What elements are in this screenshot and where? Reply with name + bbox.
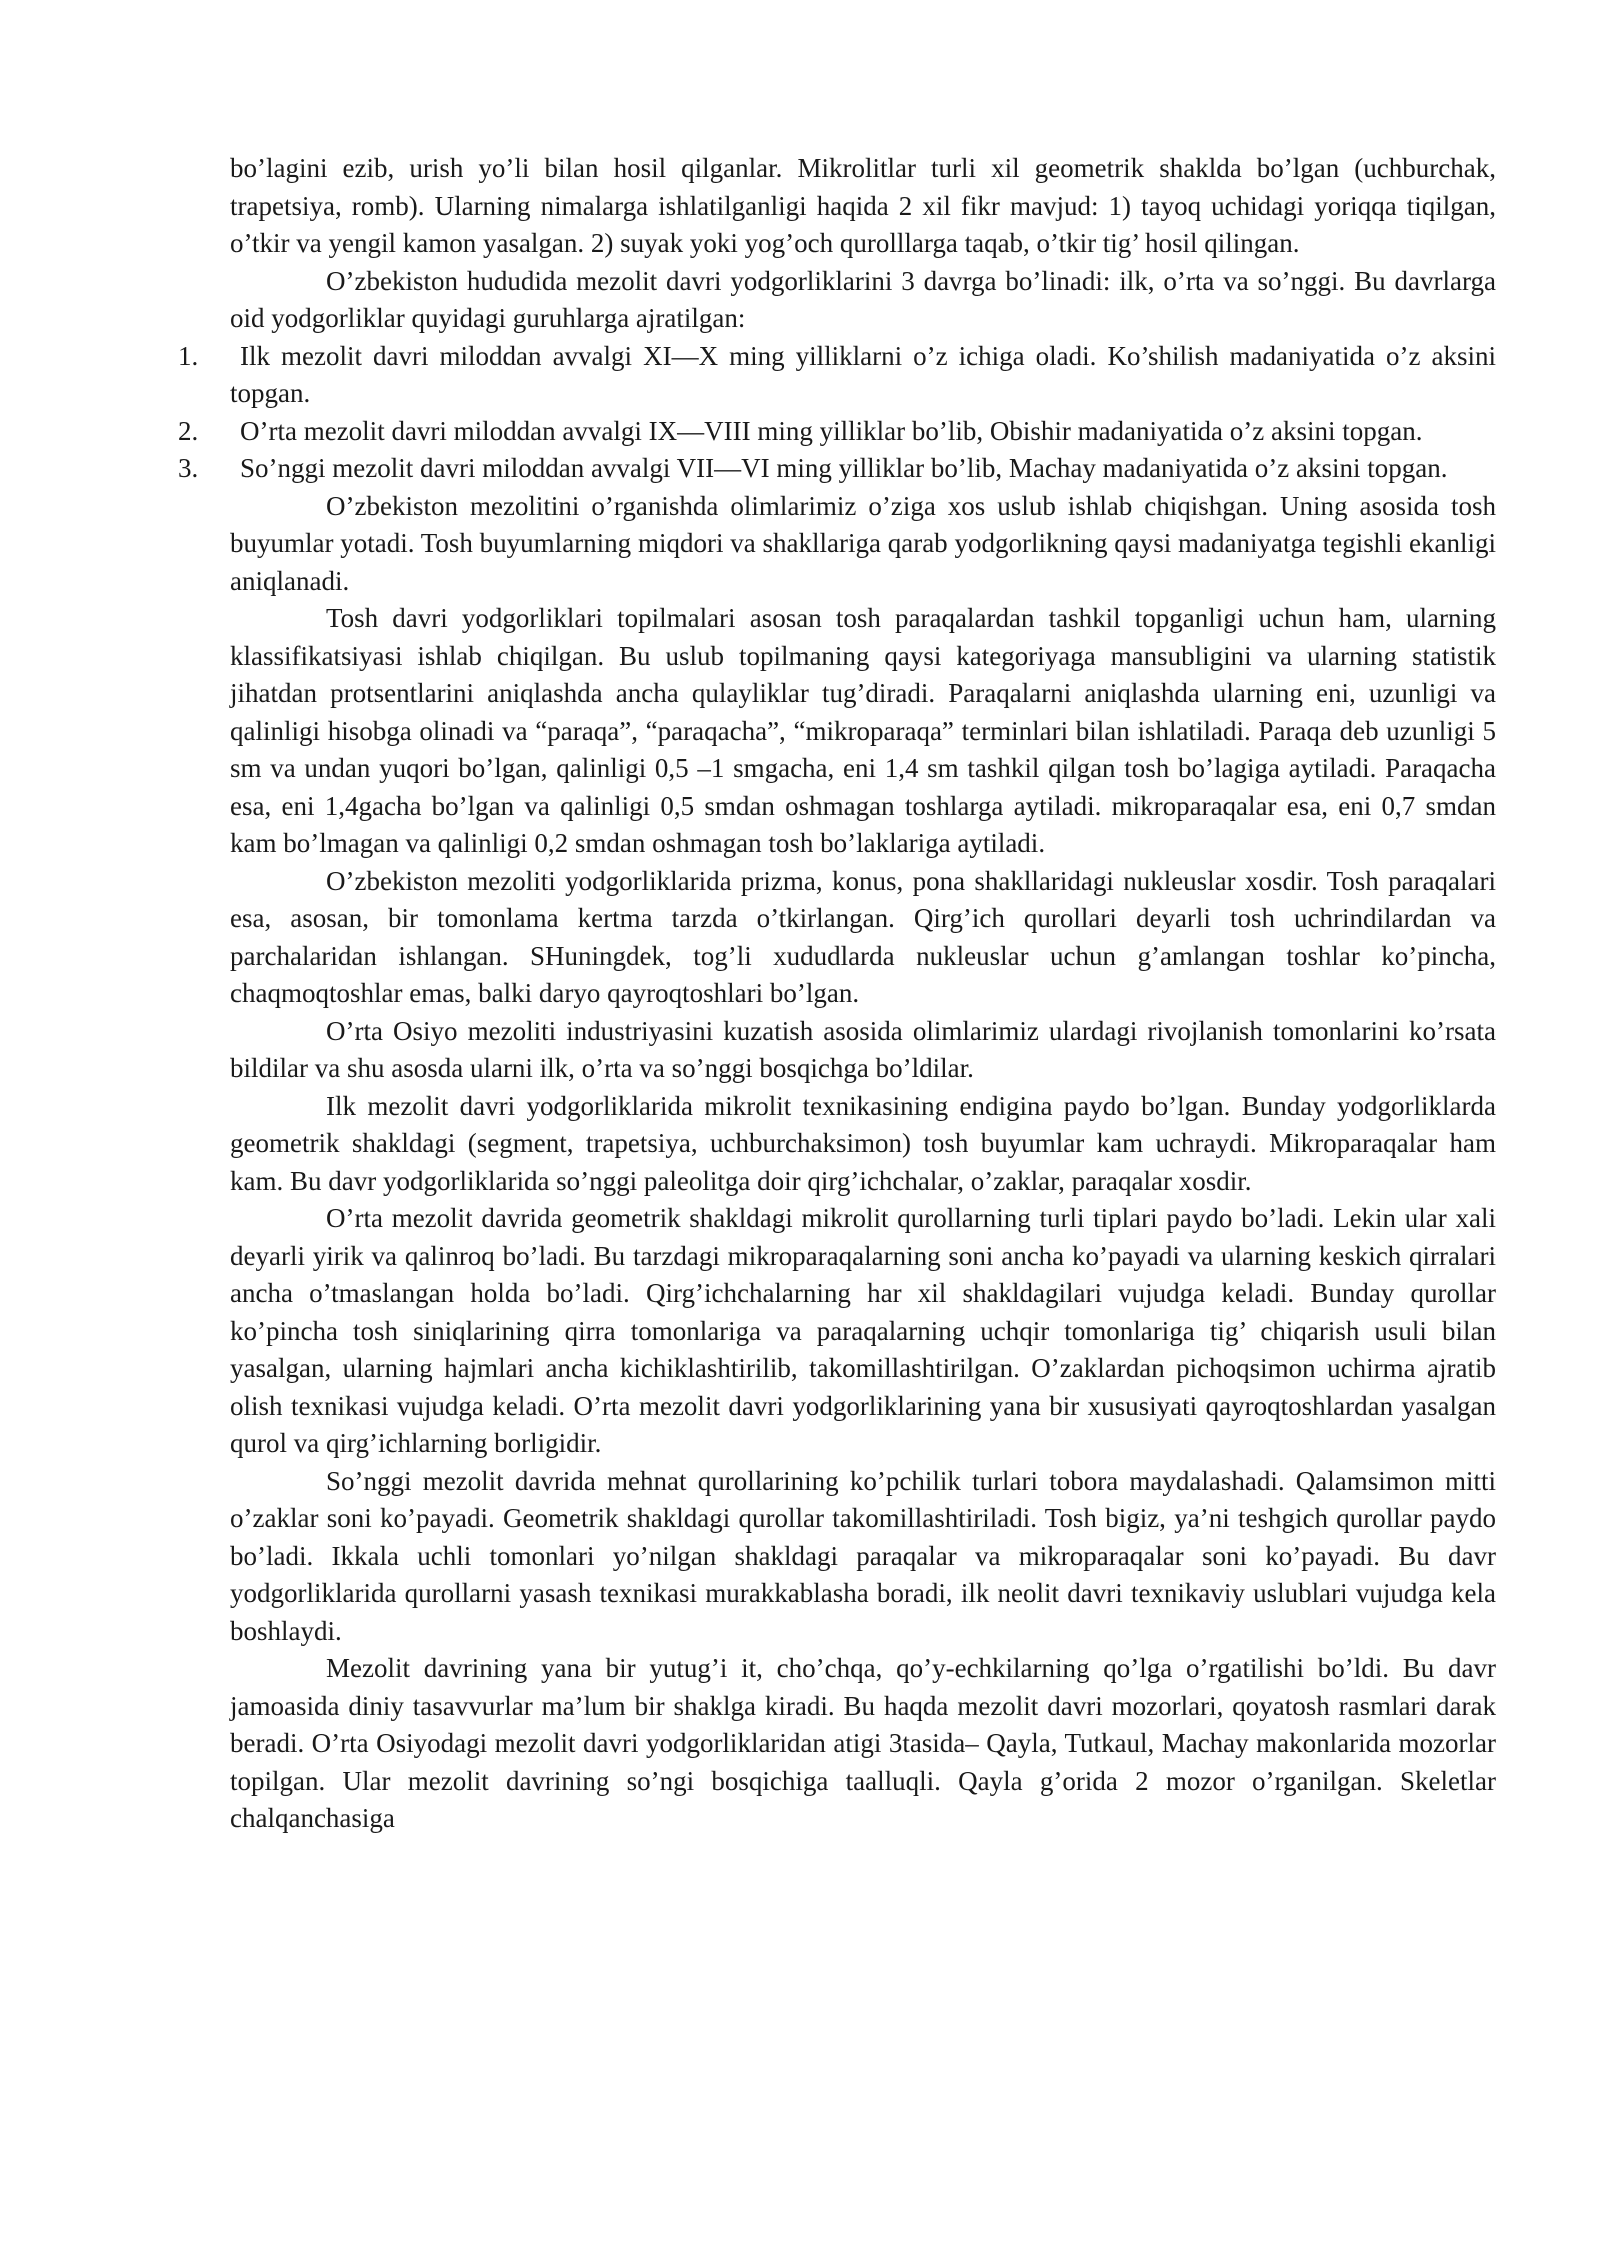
paragraph-early-mesolithic: Ilk mezolit davri yodgorliklarida mikrolit texnikasining endigina paydo bo’lgan. Bunday yodgorliklarda geometrik shakldagi (segment, trapetsiya, uchburchaksimon) tosh buyumlar kam uchraydi. Mikroparaqalar ham kam. Bu davr yodgorliklarida so’nggi paleolitga doir qirg’ichchalar, o’zaklar, paraqalar xosdir. [230,1090,1496,1196]
paragraph-research-method: O’zbekiston mezolitini o’rganishda olimlarimiz o’ziga xos uslub ishlab chiqishgan. Uning asosida tosh buyumlar yotadi. Tosh buyumlarning miqdori va shakllariga qarab yodgorlikning qaysi madaniyatga tegishli ekanligi aniqlanadi. [230,490,1496,596]
list-item-number: 1. [178,340,199,371]
list-item [178,450,1496,488]
paragraph-industry-stages: O’rta Osiyo mezoliti industriyasini kuzatish asosida olimlarimiz ulardagi rivojlanish tomonlarini ko’rsata bildilar va shu asosda ularni ilk, o’rta va so’nggi bosqichga bo’ldilar. [230,1015,1496,1083]
document-page [178,150,1496,1838]
periods-list [178,338,1496,488]
paragraph-classification: Tosh davri yodgorliklari topilmalari asosan tosh paraqalardan tashkil topganligi uchun ham, ularning klassifikatsiyasi ishlab chiqilgan. Bu uslub topilmaning qaysi kategoriyaga mansubligini va ularning statistik jihatdan protsentlarini aniqlashda ancha qulayliklar tug’diradi. Paraqalarni aniqlashda ularning eni, uzunligi va qalinligi hisobga olinadi va “paraqa”, “paraqacha”, “mikroparaqa” terminlari bilan ishlatiladi. Paraqa deb uzunligi 5 sm va undan yuqori bo’lgan, qalinligi 0,5 –1 smgacha, eni 1,4 sm tashkil qilgan tosh bo’lagiga aytiladi. Paraqacha esa, eni 1,4gacha bo’lgan va qalinligi 0,5 smdan oshmagan toshlarga aytiladi. mikroparaqalar esa, eni 0,7 smdan kam bo’lmagan va qalinligi 0,2 smdan oshmagan tosh bo’laklariga aytiladi. [230,603,1496,858]
list-item-text: O’rta mezolit davri miloddan avvalgi IX—VIII ming yilliklar bo’lib, Obishir madaniyatida o’z aksini topgan. [240,415,1423,446]
paragraph-domestication-burials: Mezolit davrining yana bir yutug’i it, cho’chqa, qo’y-echkilarning qo’lga o’rgatilishi bo’ldi. Bu davr jamoasida diniy tasavvurlar ma’lum bir shaklga kiradi. Bu haqda mezolit davri mozorlari, qoyatosh rasmlari darak beradi. O’rta Osiyodagi mezolit davri yodgorliklaridan atigi 3tasida– Qayla, Tutkaul, Machay makonlarida mozorlar topilgan. Ular mezolit davrining so’ngi bosqichiga taalluqli. Qayla g’orida 2 mozor o’rganilgan. Skeletlar chalqanchasiga [230,1653,1496,1833]
list-item-text: So’nggi mezolit davri miloddan avvalgi VII—VI ming yilliklar bo’lib, Machay madaniyatida o’z aksini topgan. [240,453,1448,483]
list-item [178,413,1496,451]
paragraph-late-mesolithic: So’nggi mezolit davrida mehnat qurollarining ko’pchilik turlari tobora maydalashadi. Qalamsimon mitti o’zaklar soni ko’payadi. Geometrik shakldagi qurollar takomillashtiriladi. Tosh bigiz, ya’ni teshgich qurollar paydo bo’ladi. Ikkala uchli tomonlari yo’nilgan shakldagi paraqalar va mikroparaqalar soni ko’payadi. Bu davr yodgorliklarida qurollarni yasash texnikasi murakkablasha boradi, ilk neolit davri texnikaviy uslublari vujudga kela boshlaydi. [230,1465,1496,1646]
paragraph-microlith-types: bo’lagini ezib, urish yo’li bilan hosil qilganlar. Mikrolitlar turli xil geometrik shaklda bo’lgan (uchburchak, trapetsiya, romb). Ularning nimalarga ishlatilganligi haqida 2 xil fikr mavjud: 1) tayoq uchidagi yoriqqa tiqilgan, o’tkir va yengil kamon yasalgan. 2) suyak yoki yog’och qurolllarga taqab, o’tkir tig’ hosil qilingan. [230,153,1496,258]
list-item [178,338,1496,413]
list-item-number: 2. [178,415,199,446]
paragraph-mesolithic-periods-intro: O’zbekiston hududida mezolit davri yodgorliklarini 3 davrga bo’linadi: ilk, o’rta va so’nggi. Bu davrlarga oid yodgorliklar quyidagi guruhlarga ajratilgan: [230,265,1496,333]
paragraph-nucleus-types: O’zbekiston mezoliti yodgorliklarida prizma, konus, pona shakllaridagi nukleuslar xosdir. Tosh paraqalari esa, asosan, bir tomonlama kertma tarzda o’tkirlangan. Qirg’ich qurollari deyarli tosh uchrindilardan va parchalaridan ishlangan. SHuningdek, tog’li xududlarda nukleuslar uchun g’amlangan toshlar ko’pincha, chaqmoqtoshlar emas, balki daryo qayroqtoshlari bo’lgan. [230,865,1496,1008]
paragraph-middle-mesolithic: O’rta mezolit davrida geometrik shakldagi mikrolit qurollarning turli tiplari paydo bo’ladi. Lekin ular xali deyarli yirik va qalinroq bo’ladi. Bu tarzdagi mikroparaqalarning soni ancha ko’payadi va ularning keskich qirralari ancha o’tmaslangan holda bo’ladi. Qirg’ichchalarning har xil shakldagilari vujudga keladi. Bunday qurollar ko’pincha tosh siniqlarining qirra tomonlariga va paraqalarning uchqir tomonlariga tig’ chiqarish usuli bilan yasalgan, ularning hajmlari ancha kichiklashtirilib, takomillashtirilgan. O’zaklardan pichoqsimon uchirma ajratib olish texnikasi vujudga keladi. O’rta mezolit davri yodgorliklarining yana bir xususiyati qayroqtoshlardan yasalgan qurol va qirg’ichlarning borligidir. [230,1203,1496,1458]
list-item-number: 3. [178,453,199,483]
list-item-text: Ilk mezolit davri miloddan avvalgi XI—X ming yilliklarni o’z ichiga oladi. Ko’shilish madaniyatida o’z aksini topgan. [230,340,1496,408]
